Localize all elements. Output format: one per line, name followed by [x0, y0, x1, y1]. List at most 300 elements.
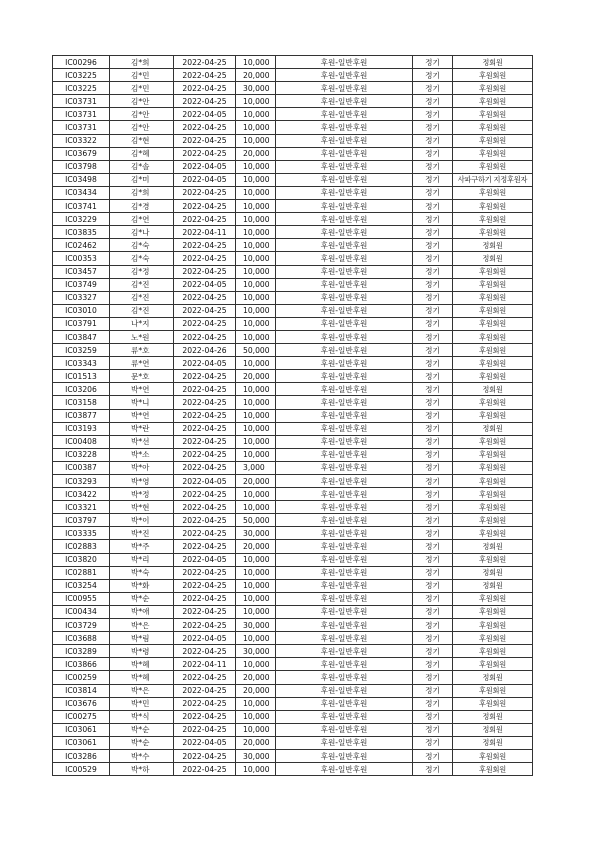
member-id-cell: IC03422 [53, 488, 110, 501]
payment-cycle-cell: 정기 [413, 278, 453, 291]
member-grade-cell: 후원회원 [453, 409, 533, 422]
payment-cycle-cell: 정기 [413, 736, 453, 749]
payment-cycle-cell: 정기 [413, 330, 453, 343]
member-grade-cell: 후원회원 [453, 763, 533, 776]
table-row [53, 265, 533, 278]
table-row [53, 645, 533, 658]
table-row [53, 69, 533, 82]
member-grade-cell: 후원회원 [453, 645, 533, 658]
amount-cell: 10,000 [236, 213, 276, 226]
member-name-cell: 박*연 [110, 409, 174, 422]
member-id-cell: IC03741 [53, 200, 110, 213]
donation-type-cell: 후원-일반후원 [276, 514, 413, 527]
member-id-cell: IC03225 [53, 69, 110, 82]
member-id-cell: IC03797 [53, 514, 110, 527]
member-grade-cell: 후원회원 [453, 121, 533, 134]
member-id-cell: IC03457 [53, 265, 110, 278]
payment-date-cell: 2022-04-25 [174, 763, 236, 776]
member-name-cell: 박*진 [110, 527, 174, 540]
amount-cell: 10,000 [236, 501, 276, 514]
member-name-cell: 김*진 [110, 278, 174, 291]
amount-cell: 10,000 [236, 566, 276, 579]
donation-type-cell: 후원-일반후원 [276, 488, 413, 501]
amount-cell: 10,000 [236, 605, 276, 618]
payment-date-cell: 2022-04-25 [174, 488, 236, 501]
member-id-cell: IC02881 [53, 566, 110, 579]
payment-cycle-cell: 정기 [413, 173, 453, 186]
member-id-cell: IC00408 [53, 435, 110, 448]
member-grade-cell: 후원회원 [453, 527, 533, 540]
member-id-cell: IC03749 [53, 278, 110, 291]
donation-type-cell: 후원-일반후원 [276, 619, 413, 632]
member-grade-cell: 후원회원 [453, 488, 533, 501]
payment-cycle-cell: 정기 [413, 200, 453, 213]
payment-date-cell: 2022-04-25 [174, 239, 236, 252]
member-name-cell: 김*나 [110, 226, 174, 239]
member-name-cell: 김*정 [110, 265, 174, 278]
member-name-cell: 노*원 [110, 330, 174, 343]
amount-cell: 10,000 [236, 239, 276, 252]
amount-cell: 10,000 [236, 317, 276, 330]
table-row [53, 422, 533, 435]
amount-cell: 10,000 [236, 592, 276, 605]
donation-type-cell: 후원-일반후원 [276, 422, 413, 435]
payment-cycle-cell: 정기 [413, 317, 453, 330]
member-id-cell: IC00434 [53, 605, 110, 618]
table-row [53, 605, 533, 618]
member-grade-cell: 후원회원 [453, 475, 533, 488]
member-name-cell: 박*림 [110, 632, 174, 645]
payment-date-cell: 2022-04-25 [174, 448, 236, 461]
payment-cycle-cell: 정기 [413, 95, 453, 108]
member-id-cell: IC03010 [53, 304, 110, 317]
donation-type-cell: 후원-일반후원 [276, 213, 413, 226]
amount-cell: 30,000 [236, 645, 276, 658]
member-id-cell: IC02883 [53, 540, 110, 553]
amount-cell: 10,000 [236, 121, 276, 134]
member-name-cell: 김*희 [110, 56, 174, 69]
table-row [53, 121, 533, 134]
donation-type-cell: 후원-일반후원 [276, 736, 413, 749]
member-id-cell: IC03229 [53, 213, 110, 226]
payment-cycle-cell: 정기 [413, 213, 453, 226]
member-id-cell: IC03158 [53, 396, 110, 409]
member-grade-cell: 후원회원 [453, 592, 533, 605]
donation-type-cell: 후원-일반후원 [276, 749, 413, 762]
payment-date-cell: 2022-04-25 [174, 56, 236, 69]
member-id-cell: IC03228 [53, 448, 110, 461]
member-grade-cell: 정회원 [453, 710, 533, 723]
table-row [53, 344, 533, 357]
amount-cell: 10,000 [236, 95, 276, 108]
member-name-cell: 박*수 [110, 749, 174, 762]
member-id-cell: IC03676 [53, 697, 110, 710]
payment-date-cell: 2022-04-25 [174, 69, 236, 82]
payment-cycle-cell: 정기 [413, 409, 453, 422]
amount-cell: 20,000 [236, 147, 276, 160]
member-grade-cell: 후원회원 [453, 605, 533, 618]
member-grade-cell: 후원회원 [453, 749, 533, 762]
amount-cell: 10,000 [236, 291, 276, 304]
table-row [53, 304, 533, 317]
amount-cell: 20,000 [236, 736, 276, 749]
payment-date-cell: 2022-04-25 [174, 213, 236, 226]
member-id-cell: IC03866 [53, 658, 110, 671]
payment-cycle-cell: 정기 [413, 671, 453, 684]
table-row [53, 566, 533, 579]
member-id-cell: IC01513 [53, 370, 110, 383]
donation-type-cell: 후원-일반후원 [276, 448, 413, 461]
payment-cycle-cell: 정기 [413, 710, 453, 723]
payment-cycle-cell: 정기 [413, 108, 453, 121]
payment-cycle-cell: 정기 [413, 514, 453, 527]
member-grade-cell: 후원회원 [453, 330, 533, 343]
table-row [53, 173, 533, 186]
donation-type-cell: 후원-일반후원 [276, 121, 413, 134]
member-name-cell: 박*선 [110, 435, 174, 448]
member-name-cell: 나*지 [110, 317, 174, 330]
member-grade-cell: 후원회원 [453, 160, 533, 173]
donation-type-cell: 후원-일반후원 [276, 186, 413, 199]
member-id-cell: IC03289 [53, 645, 110, 658]
member-name-cell: 박*영 [110, 475, 174, 488]
payment-cycle-cell: 정기 [413, 632, 453, 645]
payment-date-cell: 2022-04-25 [174, 684, 236, 697]
member-id-cell: IC03877 [53, 409, 110, 422]
donation-type-cell: 후원-일반후원 [276, 160, 413, 173]
member-name-cell: 김*안 [110, 95, 174, 108]
member-id-cell: IC03259 [53, 344, 110, 357]
table-row [53, 514, 533, 527]
member-id-cell: IC03193 [53, 422, 110, 435]
member-name-cell: 김*안 [110, 121, 174, 134]
amount-cell: 10,000 [236, 357, 276, 370]
member-grade-cell: 후원회원 [453, 134, 533, 147]
amount-cell: 10,000 [236, 330, 276, 343]
payment-date-cell: 2022-04-25 [174, 396, 236, 409]
donation-type-cell: 후원-일반후원 [276, 82, 413, 95]
member-grade-cell: 후원회원 [453, 632, 533, 645]
payment-date-cell: 2022-04-05 [174, 357, 236, 370]
table-row [53, 710, 533, 723]
amount-cell: 20,000 [236, 540, 276, 553]
table-row [53, 317, 533, 330]
table-row [53, 200, 533, 213]
member-grade-cell: 후원회원 [453, 200, 533, 213]
table-row [53, 697, 533, 710]
amount-cell: 10,000 [236, 435, 276, 448]
payment-date-cell: 2022-04-25 [174, 619, 236, 632]
member-name-cell: 김*희 [110, 186, 174, 199]
member-id-cell: IC03679 [53, 147, 110, 160]
payment-cycle-cell: 정기 [413, 291, 453, 304]
member-id-cell: IC03061 [53, 723, 110, 736]
amount-cell: 10,000 [236, 173, 276, 186]
donation-type-cell: 후원-일반후원 [276, 226, 413, 239]
amount-cell: 10,000 [236, 409, 276, 422]
payment-cycle-cell: 정기 [413, 252, 453, 265]
amount-cell: 10,000 [236, 396, 276, 409]
payment-cycle-cell: 정기 [413, 304, 453, 317]
amount-cell: 10,000 [236, 658, 276, 671]
member-name-cell: 김*민 [110, 82, 174, 95]
member-grade-cell: 후원회원 [453, 69, 533, 82]
member-name-cell: 문*호 [110, 370, 174, 383]
table-row [53, 448, 533, 461]
member-id-cell: IC00296 [53, 56, 110, 69]
payment-cycle-cell: 정기 [413, 592, 453, 605]
payment-cycle-cell: 정기 [413, 527, 453, 540]
member-grade-cell: 후원회원 [453, 396, 533, 409]
member-name-cell: 박*혜 [110, 658, 174, 671]
payment-cycle-cell: 정기 [413, 160, 453, 173]
donation-table [52, 55, 533, 776]
payment-cycle-cell: 정기 [413, 461, 453, 474]
donation-type-cell: 후원-일반후원 [276, 553, 413, 566]
member-grade-cell: 정회원 [453, 566, 533, 579]
table-row [53, 540, 533, 553]
payment-cycle-cell: 정기 [413, 147, 453, 160]
member-name-cell: 박*화 [110, 579, 174, 592]
payment-cycle-cell: 정기 [413, 265, 453, 278]
payment-date-cell: 2022-04-25 [174, 147, 236, 160]
payment-date-cell: 2022-04-25 [174, 200, 236, 213]
donation-type-cell: 후원-일반후원 [276, 173, 413, 186]
amount-cell: 10,000 [236, 252, 276, 265]
payment-cycle-cell: 정기 [413, 370, 453, 383]
member-id-cell: IC03731 [53, 121, 110, 134]
donation-type-cell: 후원-일반후원 [276, 409, 413, 422]
member-name-cell: 박*민 [110, 697, 174, 710]
table-row [53, 527, 533, 540]
table-row [53, 632, 533, 645]
amount-cell: 10,000 [236, 108, 276, 121]
donation-type-cell: 후원-일반후원 [276, 527, 413, 540]
donation-type-cell: 후원-일반후원 [276, 579, 413, 592]
member-grade-cell: 후원회원 [453, 213, 533, 226]
member-name-cell: 박*식 [110, 710, 174, 723]
amount-cell: 10,000 [236, 186, 276, 199]
member-id-cell: IC03847 [53, 330, 110, 343]
donation-type-cell: 후원-일반후원 [276, 501, 413, 514]
amount-cell: 30,000 [236, 82, 276, 95]
payment-cycle-cell: 정기 [413, 553, 453, 566]
payment-cycle-cell: 정기 [413, 186, 453, 199]
donation-type-cell: 후원-일반후원 [276, 252, 413, 265]
payment-date-cell: 2022-04-05 [174, 553, 236, 566]
donation-type-cell: 후원-일반후원 [276, 632, 413, 645]
member-name-cell: 김*미 [110, 173, 174, 186]
table-row [53, 579, 533, 592]
payment-cycle-cell: 정기 [413, 82, 453, 95]
payment-date-cell: 2022-04-25 [174, 527, 236, 540]
member-name-cell: 김*솔 [110, 160, 174, 173]
member-id-cell: IC00529 [53, 763, 110, 776]
member-name-cell: 박*현 [110, 501, 174, 514]
payment-date-cell: 2022-04-25 [174, 330, 236, 343]
member-id-cell: IC03498 [53, 173, 110, 186]
member-grade-cell: 후원회원 [453, 278, 533, 291]
member-id-cell: IC03343 [53, 357, 110, 370]
member-id-cell: IC03327 [53, 291, 110, 304]
payment-cycle-cell: 정기 [413, 396, 453, 409]
amount-cell: 3,000 [236, 461, 276, 474]
donation-type-cell: 후원-일반후원 [276, 265, 413, 278]
amount-cell: 10,000 [236, 710, 276, 723]
table-row [53, 671, 533, 684]
payment-cycle-cell: 정기 [413, 566, 453, 579]
member-name-cell: 박*연 [110, 383, 174, 396]
member-name-cell: 김*현 [110, 134, 174, 147]
member-grade-cell: 정회원 [453, 422, 533, 435]
payment-date-cell: 2022-04-25 [174, 697, 236, 710]
member-id-cell: IC03729 [53, 619, 110, 632]
member-name-cell: 박*혜 [110, 671, 174, 684]
donation-type-cell: 후원-일반후원 [276, 723, 413, 736]
donation-type-cell: 후원-일반후원 [276, 357, 413, 370]
member-id-cell: IC03335 [53, 527, 110, 540]
member-grade-cell: 정회원 [453, 671, 533, 684]
table-row [53, 488, 533, 501]
payment-date-cell: 2022-04-25 [174, 605, 236, 618]
member-grade-cell: 후원회원 [453, 186, 533, 199]
amount-cell: 10,000 [236, 134, 276, 147]
donation-type-cell: 후원-일반후원 [276, 763, 413, 776]
table-row [53, 186, 533, 199]
donation-type-cell: 후원-일반후원 [276, 370, 413, 383]
amount-cell: 10,000 [236, 160, 276, 173]
payment-cycle-cell: 정기 [413, 344, 453, 357]
donation-type-cell: 후원-일반후원 [276, 108, 413, 121]
payment-cycle-cell: 정기 [413, 658, 453, 671]
member-grade-cell: 후원회원 [453, 658, 533, 671]
payment-date-cell: 2022-04-25 [174, 592, 236, 605]
donation-type-cell: 후원-일반후원 [276, 396, 413, 409]
amount-cell: 10,000 [236, 200, 276, 213]
member-grade-cell: 후원회원 [453, 448, 533, 461]
payment-cycle-cell: 정기 [413, 488, 453, 501]
member-name-cell: 박*순 [110, 723, 174, 736]
table-row [53, 658, 533, 671]
member-grade-cell: 후원회원 [453, 501, 533, 514]
donation-type-cell: 후원-일반후원 [276, 134, 413, 147]
payment-date-cell: 2022-04-25 [174, 186, 236, 199]
member-grade-cell: 후원회원 [453, 370, 533, 383]
payment-cycle-cell: 정기 [413, 579, 453, 592]
table-row [53, 291, 533, 304]
payment-date-cell: 2022-04-05 [174, 632, 236, 645]
amount-cell: 10,000 [236, 56, 276, 69]
payment-date-cell: 2022-04-25 [174, 645, 236, 658]
table-row [53, 278, 533, 291]
table-row [53, 592, 533, 605]
member-grade-cell: 정회원 [453, 540, 533, 553]
amount-cell: 10,000 [236, 278, 276, 291]
member-name-cell: 류*연 [110, 357, 174, 370]
amount-cell: 30,000 [236, 527, 276, 540]
payment-date-cell: 2022-04-25 [174, 749, 236, 762]
payment-date-cell: 2022-04-25 [174, 422, 236, 435]
member-name-cell: 박*숙 [110, 566, 174, 579]
amount-cell: 10,000 [236, 304, 276, 317]
table-row [53, 749, 533, 762]
member-name-cell: 박*란 [110, 422, 174, 435]
table-row [53, 435, 533, 448]
member-id-cell: IC03791 [53, 317, 110, 330]
payment-date-cell: 2022-04-25 [174, 540, 236, 553]
member-id-cell: IC00353 [53, 252, 110, 265]
payment-cycle-cell: 정기 [413, 134, 453, 147]
member-name-cell: 박*순 [110, 592, 174, 605]
payment-date-cell: 2022-04-25 [174, 710, 236, 723]
donation-type-cell: 후원-일반후원 [276, 330, 413, 343]
member-grade-cell: 후원회원 [453, 317, 533, 330]
member-id-cell: IC03731 [53, 108, 110, 121]
payment-date-cell: 2022-04-25 [174, 304, 236, 317]
member-grade-cell: 정회원 [453, 239, 533, 252]
member-name-cell: 김*숙 [110, 252, 174, 265]
payment-cycle-cell: 정기 [413, 723, 453, 736]
member-id-cell: IC03286 [53, 749, 110, 762]
payment-date-cell: 2022-04-26 [174, 344, 236, 357]
member-name-cell: 김*혜 [110, 147, 174, 160]
member-name-cell: 박*정 [110, 488, 174, 501]
donation-type-cell: 후원-일반후원 [276, 461, 413, 474]
table-row [53, 684, 533, 697]
donation-type-cell: 후원-일반후원 [276, 566, 413, 579]
member-id-cell: IC00387 [53, 461, 110, 474]
payment-date-cell: 2022-04-25 [174, 291, 236, 304]
payment-cycle-cell: 정기 [413, 226, 453, 239]
member-grade-cell: 후원회원 [453, 619, 533, 632]
member-grade-cell: 후원회원 [453, 147, 533, 160]
amount-cell: 50,000 [236, 344, 276, 357]
member-grade-cell: 후원회원 [453, 461, 533, 474]
table-row [53, 147, 533, 160]
amount-cell: 10,000 [236, 697, 276, 710]
table-row [53, 409, 533, 422]
member-name-cell: 김*안 [110, 108, 174, 121]
amount-cell: 50,000 [236, 514, 276, 527]
table-body [53, 56, 533, 776]
member-name-cell: 김*연 [110, 213, 174, 226]
payment-date-cell: 2022-04-05 [174, 736, 236, 749]
amount-cell: 10,000 [236, 226, 276, 239]
table-row [53, 252, 533, 265]
payment-cycle-cell: 정기 [413, 69, 453, 82]
member-grade-cell: 정회원 [453, 383, 533, 396]
payment-cycle-cell: 정기 [413, 239, 453, 252]
member-grade-cell: 후원회원 [453, 357, 533, 370]
payment-date-cell: 2022-04-25 [174, 265, 236, 278]
member-name-cell: 박*은 [110, 684, 174, 697]
member-id-cell: IC03688 [53, 632, 110, 645]
member-id-cell: IC03293 [53, 475, 110, 488]
member-id-cell: IC03814 [53, 684, 110, 697]
payment-cycle-cell: 정기 [413, 619, 453, 632]
payment-date-cell: 2022-04-25 [174, 435, 236, 448]
table-row [53, 95, 533, 108]
member-id-cell: IC02462 [53, 239, 110, 252]
donation-type-cell: 후원-일반후원 [276, 95, 413, 108]
amount-cell: 30,000 [236, 619, 276, 632]
table-row [53, 475, 533, 488]
payment-date-cell: 2022-04-05 [174, 475, 236, 488]
member-name-cell: 김*숙 [110, 239, 174, 252]
member-grade-cell: 후원회원 [453, 304, 533, 317]
member-id-cell: IC03835 [53, 226, 110, 239]
member-name-cell: 박*소 [110, 448, 174, 461]
